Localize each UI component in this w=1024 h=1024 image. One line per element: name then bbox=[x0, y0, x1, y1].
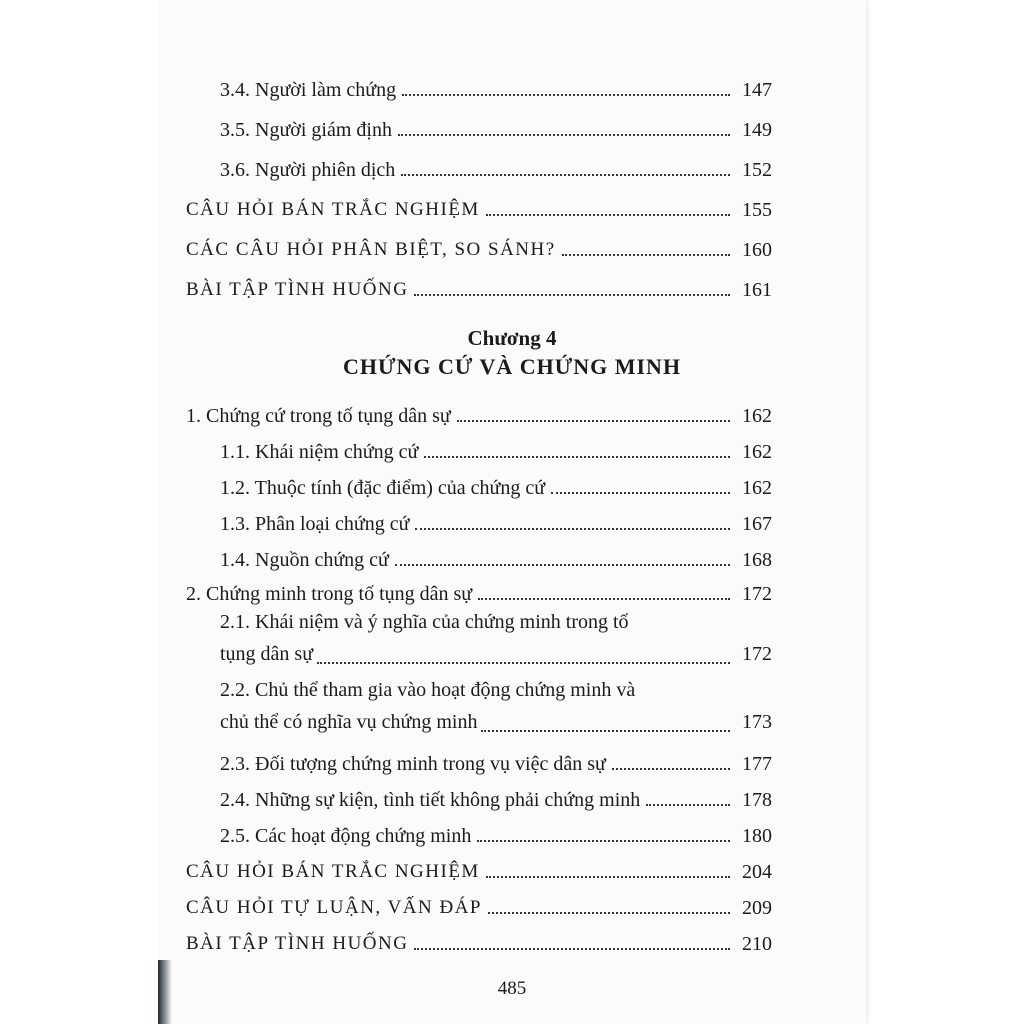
toc-entry-page: 167 bbox=[742, 513, 772, 535]
dot-leader bbox=[395, 564, 730, 566]
toc-entry-page: 149 bbox=[742, 119, 772, 141]
toc-entry-label: CÂU HỎI BÁN TRẮC NGHIỆM bbox=[186, 199, 480, 220]
toc-entry-page: 162 bbox=[742, 405, 772, 427]
toc-entry bbox=[220, 780, 772, 812]
toc-entry bbox=[186, 852, 772, 884]
dot-leader bbox=[488, 912, 730, 914]
toc-entry-page: 173 bbox=[742, 711, 772, 733]
dot-leader bbox=[481, 730, 730, 732]
dot-leader bbox=[414, 948, 730, 950]
toc-entry-multiline bbox=[220, 674, 772, 738]
dot-leader bbox=[317, 662, 730, 664]
chapter-number: Chương 4 bbox=[467, 326, 557, 350]
toc-entry bbox=[186, 888, 772, 920]
dot-leader bbox=[415, 528, 730, 530]
toc-entry bbox=[186, 924, 772, 956]
toc-entry-page: 155 bbox=[742, 199, 772, 221]
toc-entry-page: 177 bbox=[742, 753, 772, 775]
dot-leader bbox=[646, 804, 730, 806]
toc-entry-label: 1.4. Nguồn chứng cứ bbox=[220, 549, 389, 571]
toc-entry bbox=[220, 150, 772, 182]
toc-entry bbox=[186, 396, 772, 428]
toc-entry-label-line2: chủ thể có nghĩa vụ chứng minh bbox=[220, 711, 478, 733]
page-number: 485 bbox=[497, 978, 527, 999]
dot-leader bbox=[414, 294, 730, 296]
toc-entry-label: BÀI TẬP TÌNH HUỐNG bbox=[186, 279, 409, 300]
book-page bbox=[158, 0, 866, 1024]
toc-entry bbox=[220, 540, 772, 572]
toc-entry-page: 204 bbox=[742, 861, 772, 883]
toc-entry-label: BÀI TẬP TÌNH HUỐNG bbox=[186, 933, 409, 954]
toc-entry-page: 180 bbox=[742, 825, 772, 847]
chapter-title: CHỨNG CỨ VÀ CHỨNG MINH bbox=[342, 354, 682, 379]
toc-entry-label: 3.6. Người phiên dịch bbox=[220, 159, 396, 181]
dot-leader bbox=[424, 456, 730, 458]
dot-leader bbox=[478, 598, 730, 600]
toc-entry-label: CÂU HỎI BÁN TRẮC NGHIỆM bbox=[186, 861, 480, 882]
toc-entry-label: 1.1. Khái niệm chứng cứ bbox=[220, 441, 419, 463]
dot-leader bbox=[477, 840, 730, 842]
toc-entry-label-line2: tụng dân sự bbox=[220, 643, 314, 665]
dot-leader bbox=[612, 768, 730, 770]
toc-entry bbox=[220, 744, 772, 776]
toc-entry bbox=[186, 230, 772, 262]
toc-entry-page: 162 bbox=[742, 477, 772, 499]
toc-entry-label: CÁC CÂU HỎI PHÂN BIỆT, SO SÁNH? bbox=[186, 239, 556, 260]
toc-entry bbox=[220, 468, 772, 500]
toc-entry-label: 2.4. Những sự kiện, tình tiết không phải chứng minh bbox=[220, 789, 641, 811]
toc-entry-label-line1: 2.2. Chủ thể tham gia vào hoạt động chứng minh và bbox=[220, 679, 636, 701]
toc-entry bbox=[220, 432, 772, 464]
toc-entry-page: 160 bbox=[742, 239, 772, 261]
toc-entry bbox=[220, 504, 772, 536]
toc-entry-page: 178 bbox=[742, 789, 772, 811]
toc-entry-label: CÂU HỎI TỰ LUẬN, VẤN ĐÁP bbox=[186, 897, 482, 918]
toc-entry-page: 210 bbox=[742, 933, 772, 955]
toc-entry bbox=[186, 574, 772, 606]
toc-entry-label: 2.3. Đối tượng chứng minh trong vụ việc dân sự bbox=[220, 753, 606, 775]
toc-entry-page: 162 bbox=[742, 441, 772, 463]
toc-entry-label: 1.3. Phân loại chứng cứ bbox=[220, 513, 410, 535]
toc-entry-page: 168 bbox=[742, 549, 772, 571]
toc-entry-multiline bbox=[220, 606, 772, 670]
toc-entry-page: 147 bbox=[742, 79, 772, 101]
toc-entry-page: 161 bbox=[742, 279, 772, 301]
toc-entry-page: 172 bbox=[742, 643, 772, 665]
dot-leader bbox=[562, 254, 730, 256]
toc-entry bbox=[220, 110, 772, 142]
toc-entry-label: 3.4. Người làm chứng bbox=[220, 79, 397, 101]
toc-entry bbox=[220, 816, 772, 848]
toc-entry-label: 2. Chứng minh trong tố tụng dân sự bbox=[186, 583, 473, 605]
toc-entry-label: 1.2. Thuộc tính (đặc điểm) của chứng cứ bbox=[220, 477, 546, 499]
dot-leader bbox=[486, 876, 730, 878]
toc-entry-page: 152 bbox=[742, 159, 772, 181]
toc-entry-label-line1: 2.1. Khái niệm và ý nghĩa của chứng minh trong tố bbox=[220, 611, 629, 633]
toc-entry-page: 172 bbox=[742, 583, 772, 605]
toc-entry-label: 2.5. Các hoạt động chứng minh bbox=[220, 825, 472, 847]
toc-entry bbox=[186, 270, 772, 302]
toc-entry-label: 3.5. Người giám định bbox=[220, 119, 392, 141]
toc-entry bbox=[186, 190, 772, 222]
dot-leader bbox=[457, 420, 730, 422]
toc-entry bbox=[220, 70, 772, 102]
toc-entry-page: 209 bbox=[742, 897, 772, 919]
dot-leader bbox=[401, 174, 730, 176]
toc-entry-label: 1. Chứng cứ trong tố tụng dân sự bbox=[186, 405, 451, 427]
spine-shadow bbox=[158, 960, 172, 1024]
dot-leader bbox=[398, 134, 730, 136]
dot-leader bbox=[402, 94, 730, 96]
dot-leader bbox=[486, 214, 730, 216]
dot-leader bbox=[551, 492, 730, 494]
